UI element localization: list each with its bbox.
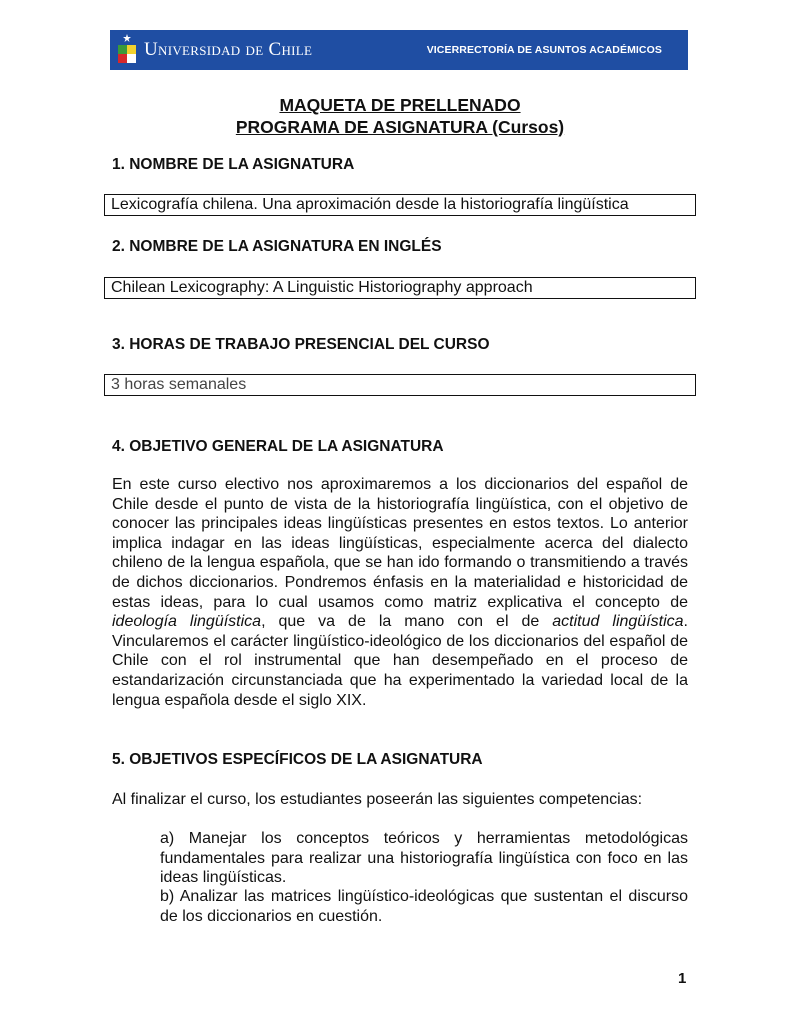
hours-field: 3 horas semanales bbox=[104, 374, 696, 396]
course-name-field: Lexicografía chilena. Una aproximación desde la historiografía lingüística bbox=[104, 194, 696, 216]
specific-objective-item: b) Analizar las matrices lingüístico-ideológicas que sustentan el discurso de los diccionarios en cuestión. bbox=[160, 888, 688, 925]
header-banner bbox=[110, 30, 688, 70]
general-objective-text bbox=[112, 475, 688, 710]
section-3-heading: 3. HORAS DE TRABAJO PRESENCIAL DEL CURSO bbox=[112, 336, 490, 353]
university-name: Universidad de Chile bbox=[144, 39, 313, 60]
doc-title-line1: MAQUETA DE PRELLENADO bbox=[279, 95, 521, 115]
course-name-english-field: Chilean Lexicography: A Linguistic Historiography approach bbox=[104, 277, 696, 299]
objective-text-part: , que va de la mano con el de bbox=[261, 613, 553, 631]
section-1-heading: 1. NOMBRE DE LA ASIGNATURA bbox=[112, 156, 355, 173]
section-4-heading: 4. OBJETIVO GENERAL DE LA ASIGNATURA bbox=[112, 438, 444, 455]
term-actitud: actitud lingüística bbox=[552, 613, 684, 631]
section-2-heading: 2. NOMBRE DE LA ASIGNATURA EN INGLÉS bbox=[112, 238, 442, 255]
specific-objective-item: a) Manejar los conceptos teóricos y herramientas metodológicas fundamentales para realizar una historiografía lingüística con foco en las ideas lingüísticas. bbox=[160, 830, 688, 887]
objective-text-part: En este curso electivo nos aproximaremos a los diccionarios del español de Chile desde el punto de vista de la historiografía lingüística, con el objetivo de conocer las principales ideas lingüísticas presentes en estos textos. Lo anterior implica indagar en las ideas lingüísticas, especialmente acerca del dialecto chileno de la lengua española, que se han ido formando o transmitiendo a través de dichos diccionarios. Pondremos énfasis en la materialidad e historicidad de estas ideas, para lo cual usamos como matriz explicativa el concepto de bbox=[112, 476, 688, 611]
specific-objectives-intro: Al finalizar el curso, los estudiantes poseerán las siguientes competencias: bbox=[112, 791, 643, 808]
doc-title-line2: PROGRAMA DE ASIGNATURA (Cursos) bbox=[235, 117, 565, 137]
page-number: 1 bbox=[678, 970, 687, 987]
term-ideologia: ideología lingüística bbox=[112, 613, 262, 631]
office-name: VICERRECTORÍA DE ASUNTOS ACADÉMICOS bbox=[426, 44, 662, 56]
objective-text-part: . Vincularemos el carácter lingüístico-ideológico de los diccionarios del español de Chile con el rol instrumental que han desempeñado en el proceso de estandarización circunstanciada que ha experimentado la variedad local de la lengua española desde el siglo XIX. bbox=[112, 613, 688, 709]
section-5-heading: 5. OBJETIVOS ESPECÍFICOS DE LA ASIGNATURA bbox=[112, 751, 483, 768]
university-crest-icon bbox=[116, 33, 138, 67]
